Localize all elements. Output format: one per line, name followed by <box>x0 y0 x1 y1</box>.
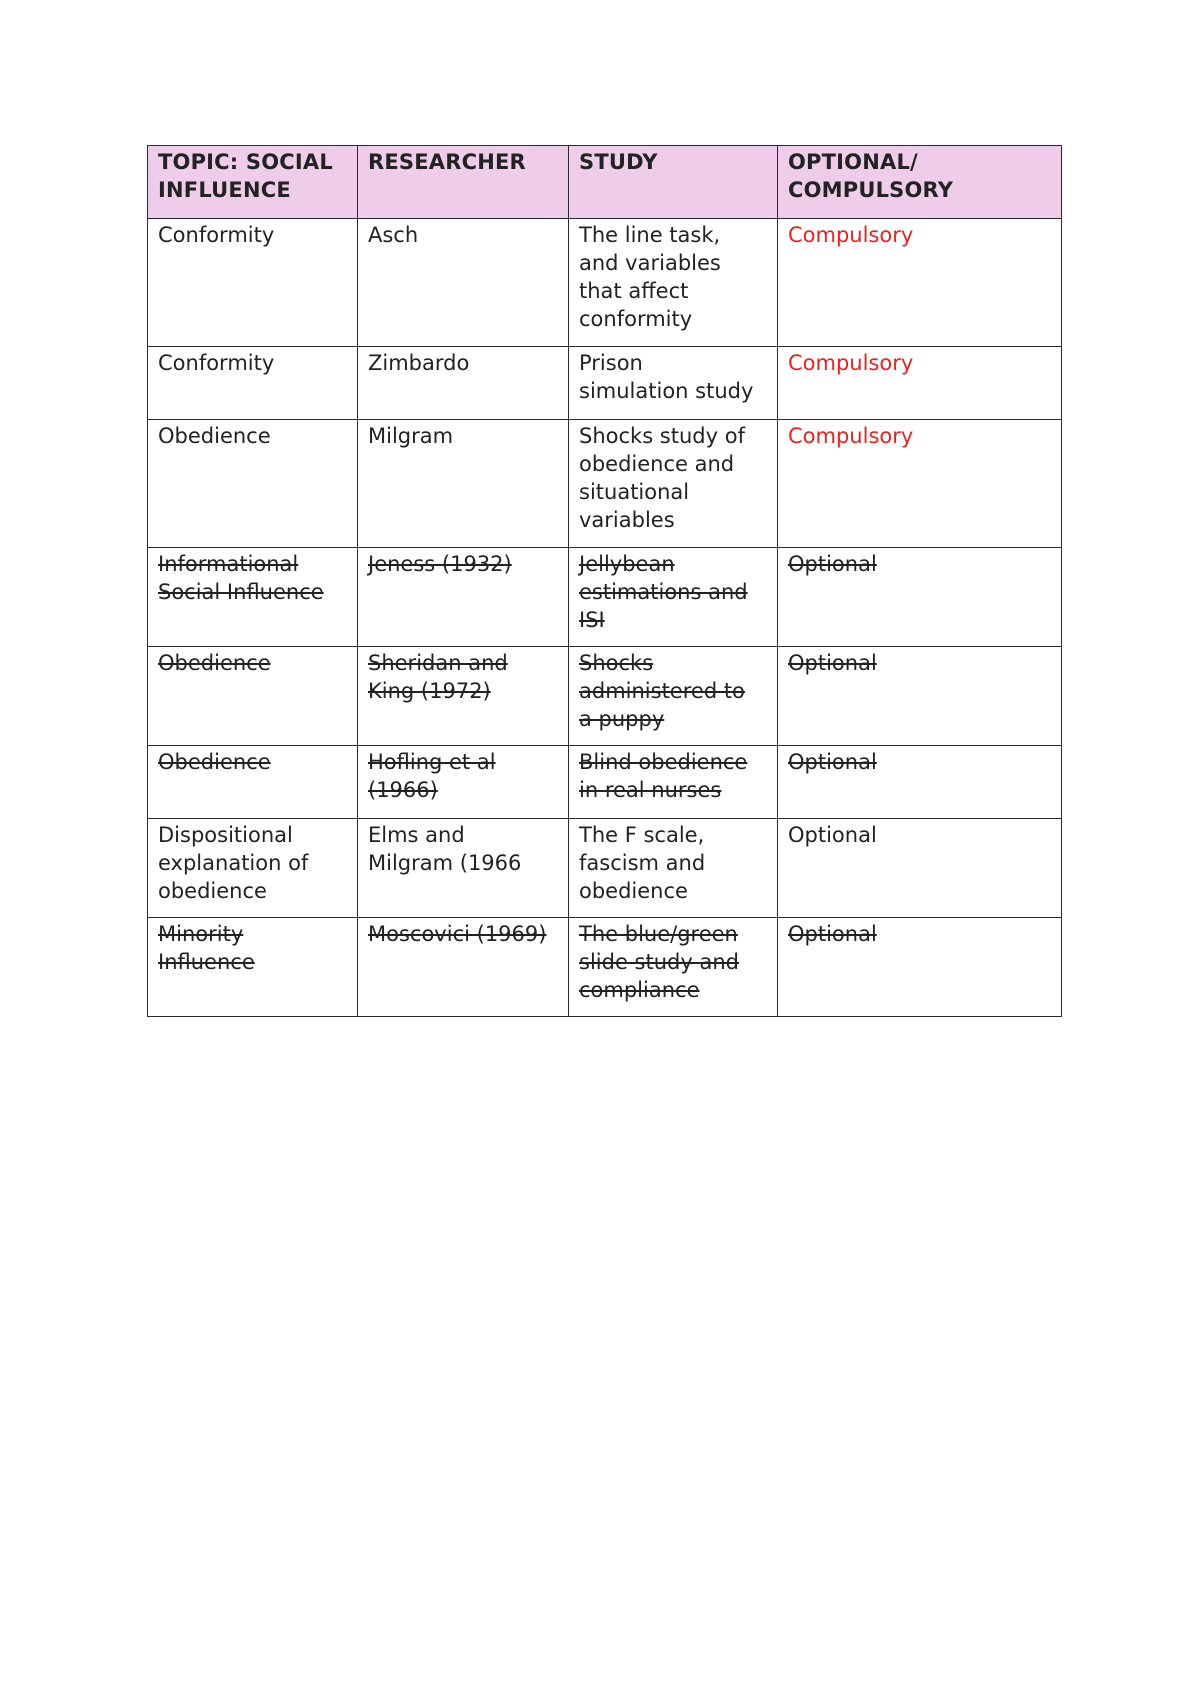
study-cell: Shocks study of obedience and situational variables <box>569 420 778 548</box>
researcher-cell: Elms and Milgram (1966 <box>358 819 569 918</box>
researcher-cell: Moscovici (1969) <box>358 918 569 1017</box>
social-influence-table <box>147 145 1062 1017</box>
status-cell: Optional <box>778 746 1062 819</box>
study-cell: The F scale, fascism and obedience <box>569 819 778 918</box>
study-cell: The blue/green slide study and compliance <box>569 918 778 1017</box>
table-header-row <box>148 146 1062 219</box>
researcher-cell: Milgram <box>358 420 569 548</box>
topic-cell: Conformity <box>148 219 358 347</box>
table-row <box>148 647 1062 746</box>
topic-cell: Dispositional explanation of obedience <box>148 819 358 918</box>
topic-cell: Informational Social Influence <box>148 548 358 647</box>
researcher-cell: Hofling et al (1966) <box>358 746 569 819</box>
researcher-cell: Zimbardo <box>358 347 569 420</box>
topic-cell: Obedience <box>148 746 358 819</box>
study-cell: The line task, and variables that affect conformity <box>569 219 778 347</box>
table-row <box>148 420 1062 548</box>
topic-cell: Obedience <box>148 420 358 548</box>
status-cell: Compulsory <box>778 420 1062 548</box>
status-cell: Optional <box>778 647 1062 746</box>
table-row <box>148 819 1062 918</box>
header-researcher: RESEARCHER <box>358 146 569 219</box>
table-row <box>148 918 1062 1017</box>
researcher-cell: Asch <box>358 219 569 347</box>
status-cell: Compulsory <box>778 347 1062 420</box>
study-cell: Prison simulation study <box>569 347 778 420</box>
header-study: STUDY <box>569 146 778 219</box>
header-topic: TOPIC: SOCIAL INFLUENCE <box>148 146 358 219</box>
status-cell: Optional <box>778 548 1062 647</box>
table-row <box>148 219 1062 347</box>
study-cell: Blind obedience in real nurses <box>569 746 778 819</box>
table-row <box>148 746 1062 819</box>
researcher-cell: Sheridan and King (1972) <box>358 647 569 746</box>
topic-cell: Minority Influence <box>148 918 358 1017</box>
header-status: OPTIONAL/ COMPULSORY <box>778 146 1062 219</box>
topic-cell: Obedience <box>148 647 358 746</box>
study-cell: Jellybean estimations and ISI <box>569 548 778 647</box>
table-row <box>148 548 1062 647</box>
status-cell: Optional <box>778 819 1062 918</box>
status-cell: Compulsory <box>778 219 1062 347</box>
table-row <box>148 347 1062 420</box>
study-cell: Shocks administered to a puppy <box>569 647 778 746</box>
status-cell: Optional <box>778 918 1062 1017</box>
researcher-cell: Jeness (1932) <box>358 548 569 647</box>
topic-cell: Conformity <box>148 347 358 420</box>
